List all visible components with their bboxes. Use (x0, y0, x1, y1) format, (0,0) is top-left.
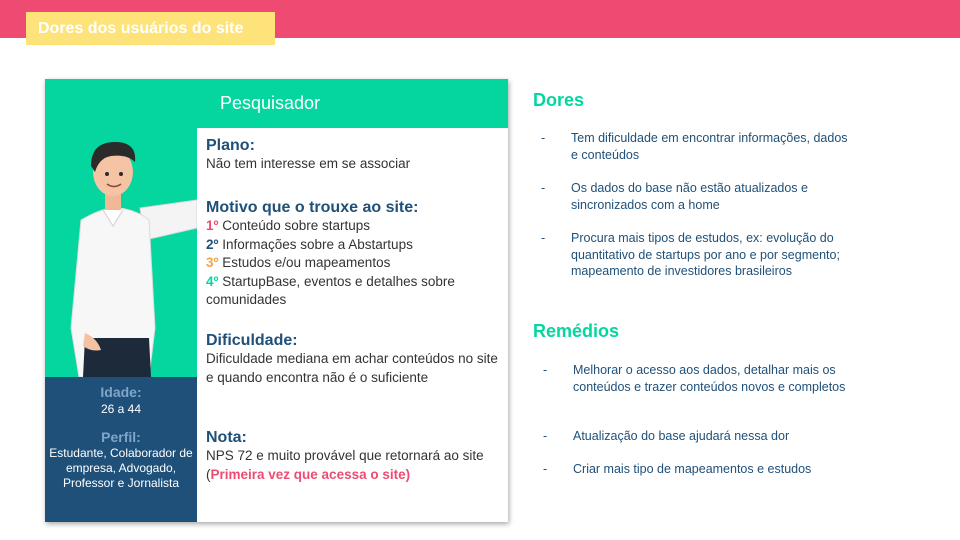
note-title: Nota: (206, 429, 247, 446)
persona-photo-panel (45, 128, 197, 377)
difficulty-title: Dificuldade: (206, 332, 298, 349)
remedies-title: Remédios (533, 321, 620, 341)
bullet-dash: - (543, 462, 548, 476)
remedy-item (543, 461, 863, 479)
motive-section (206, 199, 501, 310)
bullet-dash: - (543, 429, 548, 443)
bullet-dash: - (541, 231, 546, 245)
remedy-item (543, 428, 863, 446)
profile-value: Estudante, Colaborador de empresa, Advogado, Professor e Jornalista (49, 446, 193, 490)
motive-rank: 3º (206, 255, 219, 270)
plan-text: Não tem interesse em se associar (206, 156, 411, 171)
profile-label: Perfil: (101, 429, 141, 445)
age-label: Idade: (100, 384, 142, 400)
difficulty-text: Dificuldade mediana em achar conteúdos no site e quando encontra não é o suficiente (206, 351, 498, 385)
plan-section (206, 137, 501, 174)
motive-rank: 2º (206, 236, 219, 252)
difficulty-section (206, 332, 501, 387)
note-section (206, 429, 501, 484)
persona-illustration (45, 128, 197, 377)
persona-info-panel (45, 377, 197, 522)
motive-rank: 4º (206, 273, 219, 289)
pain-text: Os dados do base não estão atualizados e sincronizados com a home (571, 181, 808, 212)
bullet-dash: - (541, 181, 546, 195)
note-body: NPS 72 e muito provável que retornará ao site ( (206, 448, 484, 482)
plan-title: Plano: (206, 137, 255, 154)
motive-item (206, 236, 501, 255)
remedy-text: Melhorar o acesso aos dados, detalhar mais os conteúdos e trazer conteúdos novos e completos (573, 363, 846, 394)
motive-item (206, 254, 501, 273)
age-value: 26 a 44 (100, 402, 142, 416)
pain-item (541, 130, 861, 164)
pain-text: Procura mais tipos de estudos, ex: evolução do quantitativo de startups por ano e por segmento; mapeamento de investidores brasileiros (571, 231, 840, 278)
bullet-dash: - (543, 363, 548, 377)
motive-text: StartupBase, eventos e detalhes sobre comunidades (206, 273, 455, 307)
motive-text: Estudos e/ou mapeamentos (222, 255, 391, 270)
note-highlight: Primeira vez que acessa o site) (210, 466, 411, 482)
motive-item (206, 217, 501, 236)
bullet-dash: - (541, 131, 546, 145)
motive-text: Informações sobre a Abstartups (222, 236, 413, 252)
page-title: Dores dos usuários do site (26, 12, 275, 45)
remedy-item (543, 362, 863, 412)
pain-item (541, 230, 861, 298)
motive-rank: 1º (206, 218, 219, 233)
persona-name: Pesquisador (220, 93, 321, 113)
motive-text: Conteúdo sobre startups (222, 218, 371, 233)
pain-text: Tem dificuldade em encontrar informações, dados e conteúdos (571, 131, 848, 162)
pain-item (541, 180, 861, 214)
motive-title: Motivo que o trouxe ao site: (206, 199, 419, 216)
motive-item (206, 273, 501, 310)
remedy-text: Criar mais tipo de mapeamentos e estudos (573, 462, 812, 476)
persona-card (45, 79, 508, 522)
remedy-text: Atualização do base ajudará nessa dor (573, 429, 790, 443)
pains-title: Dores (533, 90, 585, 110)
note-text (206, 447, 501, 484)
persona-header (45, 79, 508, 128)
